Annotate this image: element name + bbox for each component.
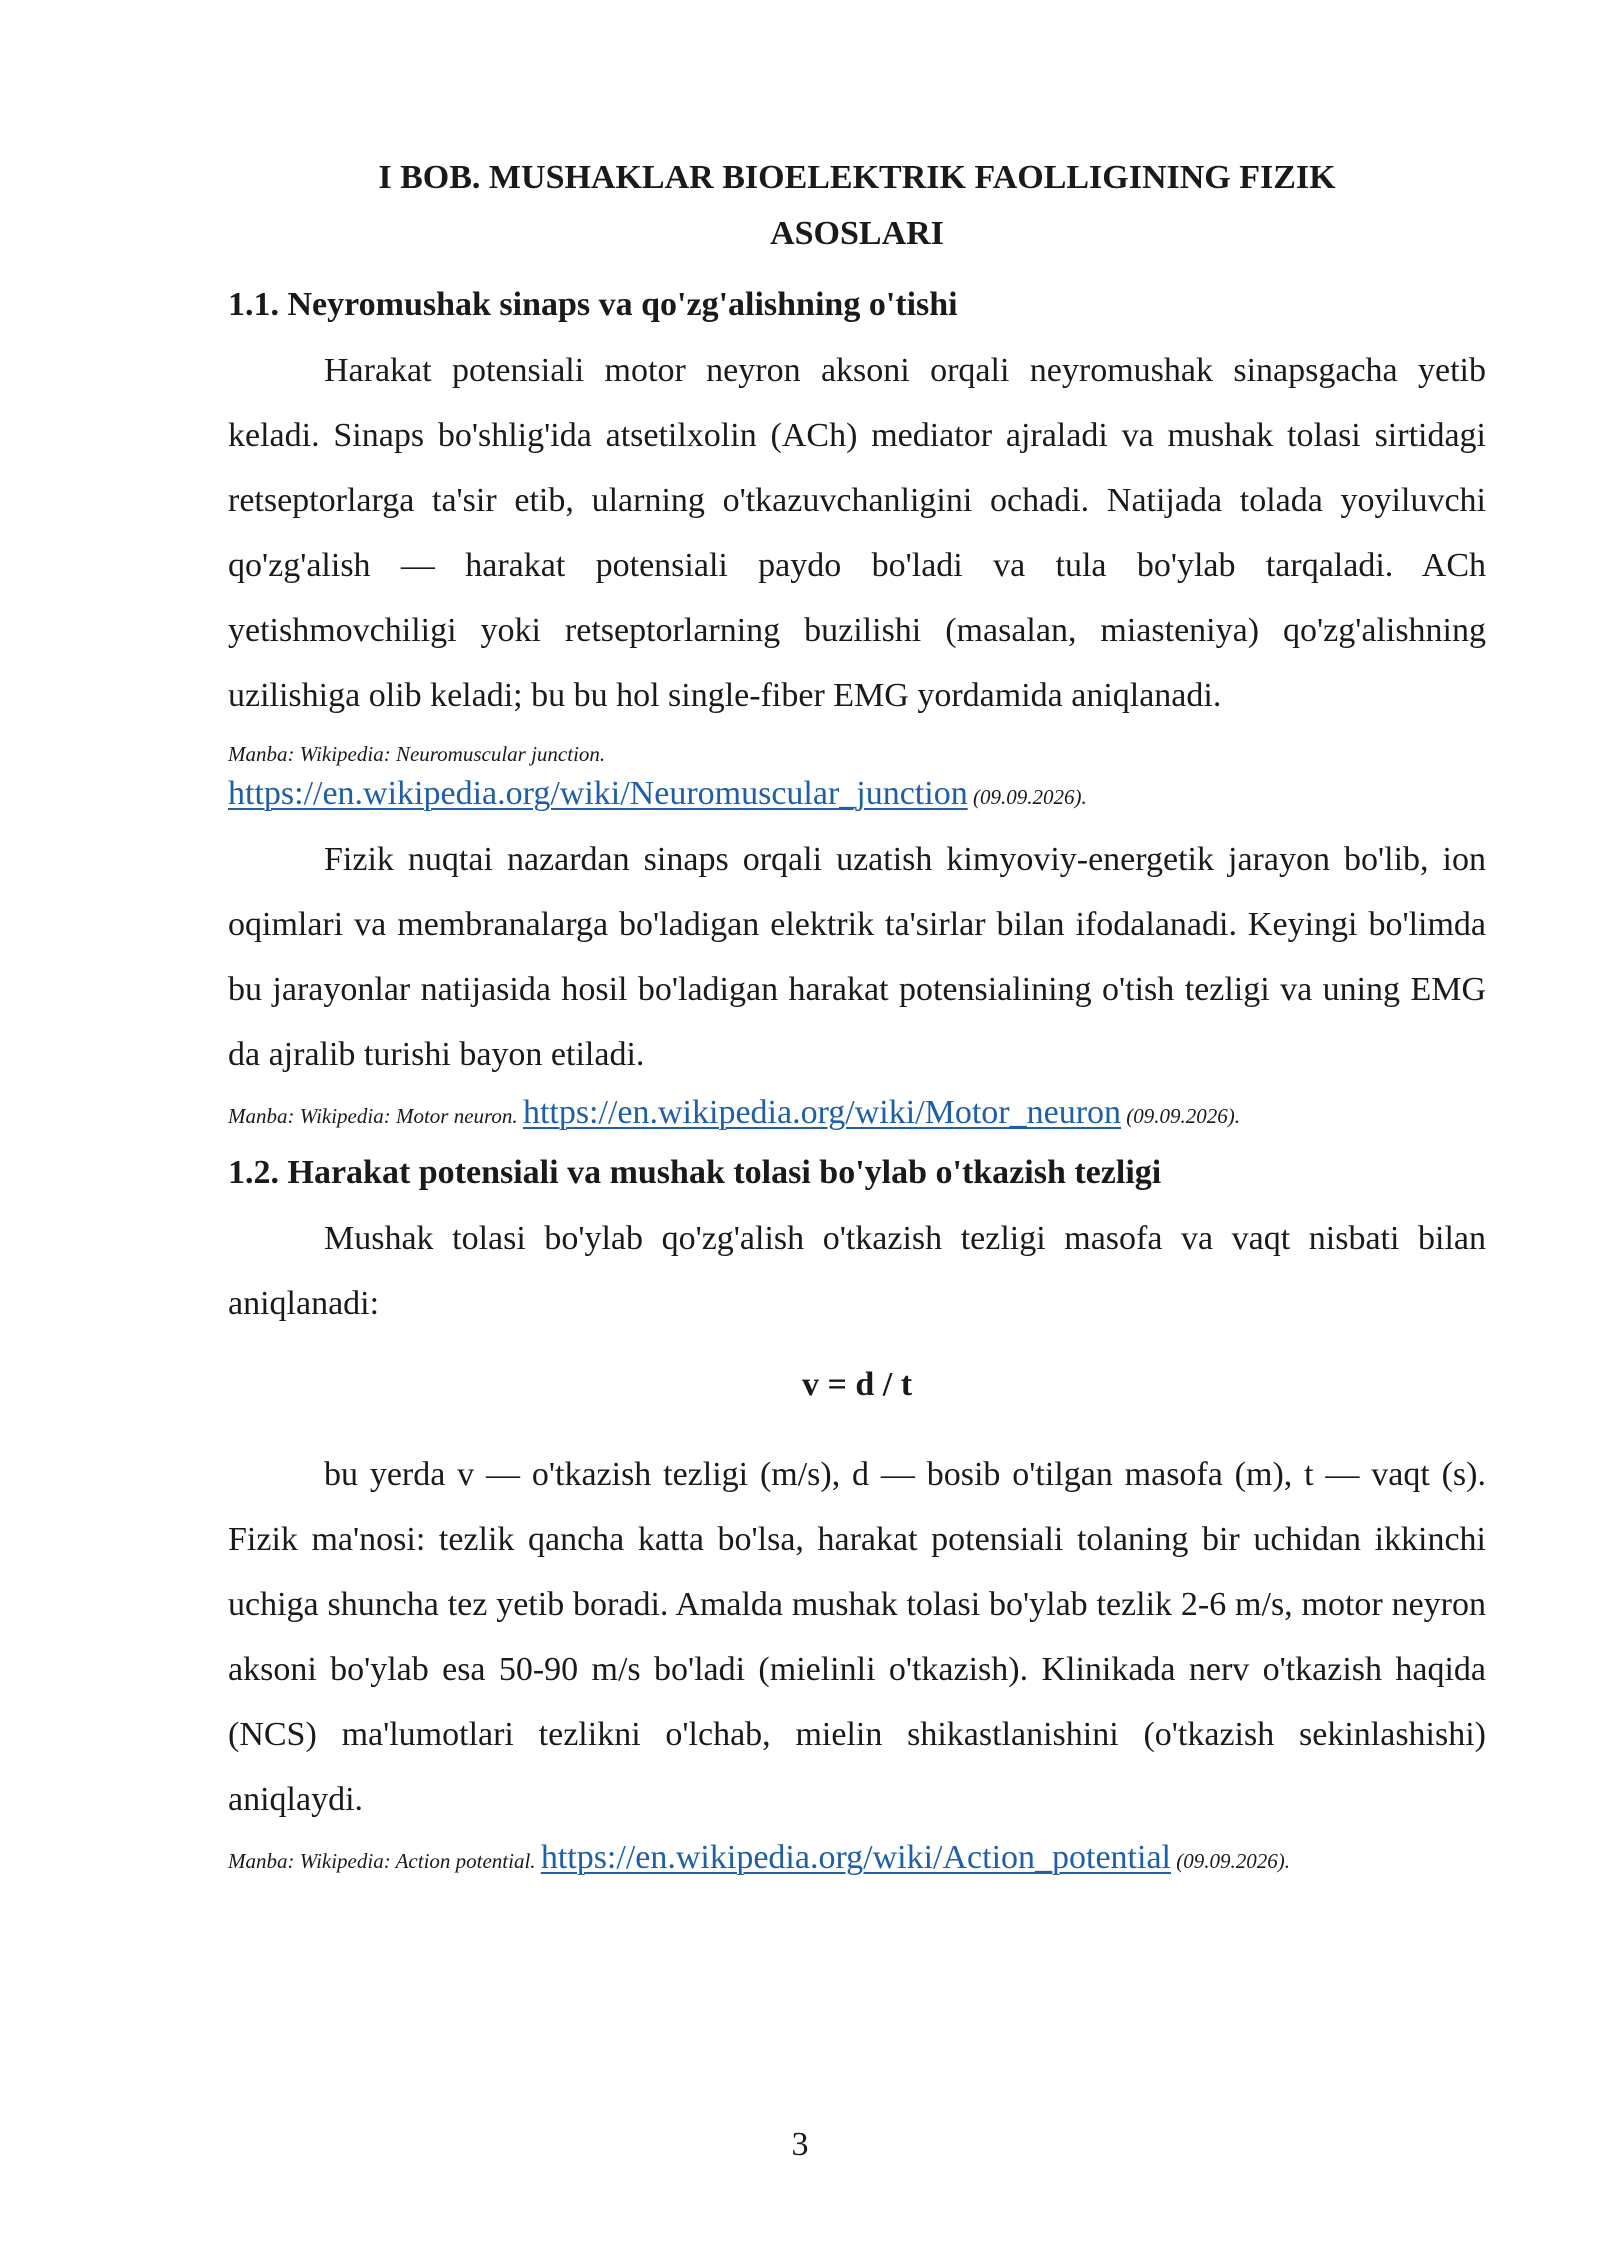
section-1-2	[228, 1150, 1486, 1881]
source-citation	[228, 1838, 1486, 1881]
page-number: 3	[791, 2126, 809, 2163]
source-label: Manba: Wikipedia: Neuromuscular junction.	[228, 742, 606, 766]
chapter-title: I BOB. MUSHAKLAR BIOELEKTRIK FAOLLIGINING FIZIK ASOSLARI	[378, 159, 1336, 252]
source-citation	[228, 734, 1486, 817]
source-label: Manba: Wikipedia: Action potential.	[228, 1849, 536, 1873]
source-link[interactable]: https://en.wikipedia.org/wiki/Action_potential	[540, 1839, 1171, 1876]
section-heading: 1.2. Harakat potensiali va mushak tolasi bo'ylab o'tkazish tezligi	[228, 1154, 1162, 1191]
paragraph: Harakat potensiali motor neyron aksoni orqali neyromushak sinapsgacha yetib keladi. Sinaps bo'shlig'ida atsetilxolin (ACh) mediator ajraladi va mushak tolasi sirtidagi retseptorlarga ta'sir etib, ularning o'tkazuvchanligini ochadi. Natijada tolada yoyiluvchi qo'zg'alish — harakat potensiali paydo bo'ladi va tula bo'ylab tarqaladi. ACh yetishmovchiligi yoki retseptorlarning buzilishi (masalan, miasteniya) qo'zg'alishning uzilishiga olib keladi; bu bu hol single-fiber EMG yordamida aniqlanadi.	[228, 352, 1486, 714]
paragraph: bu yerda v — o'tkazish tezligi (m/s), d — bosib o'tilgan masofa (m), t — vaqt (s). Fizik ma'nosi: tezlik qancha katta bo'lsa, harakat potensiali tolaning bir uchidan ikkinchi uchiga shuncha tez yetib boradi. Amalda mushak tolasi bo'ylab tezlik 2-6 m/s, motor neyron aksoni bo'ylab esa 50-90 m/s bo'ladi (mielinli o'tkazish). Klinikada nerv o'tkazish haqida (NCS) ma'lumotlari tezlikni o'lchab, mielin shikastlanishini (o'tkazish sekinlashishi) aniqlaydi.	[228, 1456, 1486, 1818]
source-link[interactable]: https://en.wikipedia.org/wiki/Motor_neuron	[522, 1094, 1122, 1131]
paragraph: Fizik nuqtai nazardan sinaps orqali uzatish kimyoviy-energetik jarayon bo'lib, ion oqimlari va membranalarga bo'ladigan elektrik ta'sirlar bilan ifodalanadi. Keyingi bo'limda bu jarayonlar natijasida hosil bo'ladigan harakat potensialining o'tish tezligi va uning EMG da ajralib turishi bayon etiladi.	[228, 841, 1486, 1073]
source-label: Manba: Wikipedia: Motor neuron.	[228, 1104, 518, 1128]
formula: v = d / t	[801, 1366, 913, 1403]
document-page	[228, 150, 1486, 1891]
source-date: (09.09.2026).	[972, 785, 1087, 809]
paragraph: Mushak tolasi bo'ylab qo'zg'alish o'tkazish tezligi masofa va vaqt nisbati bilan aniqlanadi:	[228, 1220, 1486, 1322]
source-date: (09.09.2026).	[1176, 1849, 1290, 1873]
source-link[interactable]: https://en.wikipedia.org/wiki/Neuromuscular_junction	[228, 775, 968, 812]
source-citation	[228, 1093, 1486, 1136]
section-1-1	[228, 282, 1486, 1136]
source-date: (09.09.2026).	[1126, 1104, 1241, 1128]
section-heading: 1.1. Neyromushak sinaps va qo'zg'alishning o'tishi	[228, 286, 958, 323]
